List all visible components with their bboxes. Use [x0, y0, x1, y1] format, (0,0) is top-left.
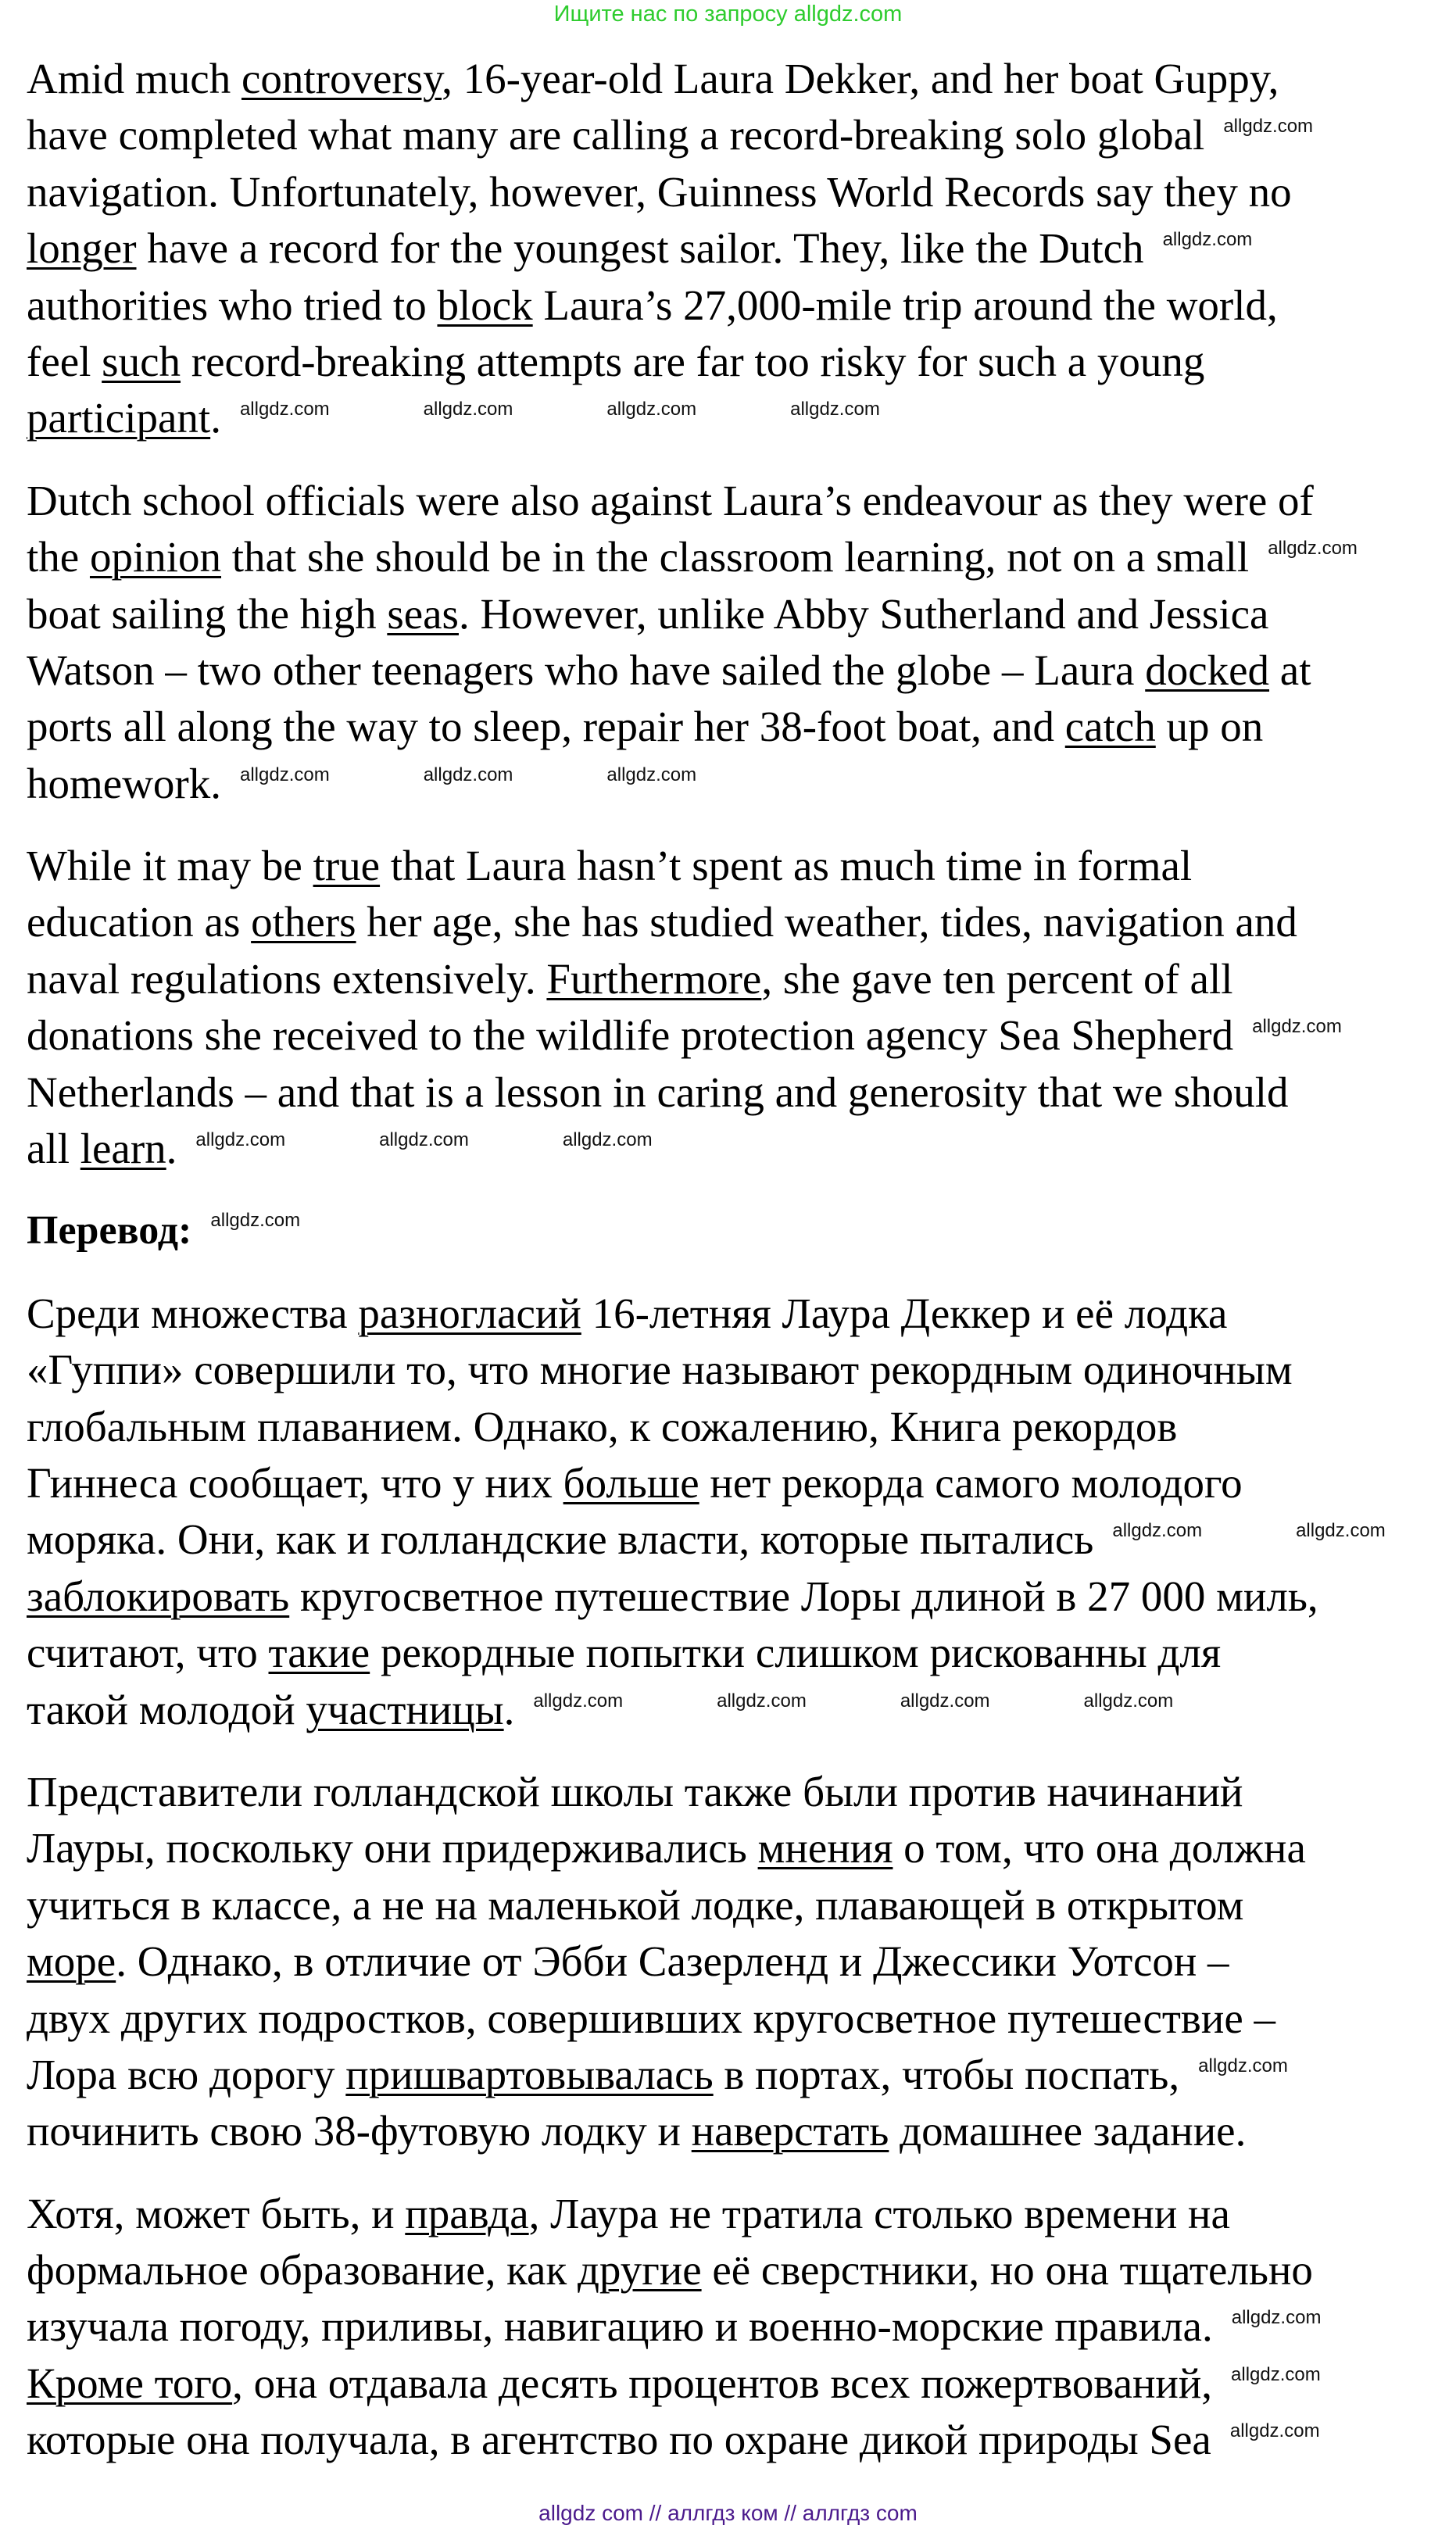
watermark: allgdz.com: [1268, 538, 1358, 560]
paragraph: [27, 1286, 1456, 1738]
text-segment: Amid much: [27, 55, 241, 102]
watermark: allgdz.com: [606, 764, 697, 785]
text-segment: 16-летняя Лаура Деккер и её лодка: [581, 1289, 1228, 1337]
text-segment: её сверстники, но она тщательно: [701, 2246, 1313, 2295]
text-line: [27, 529, 1456, 585]
text-line: [27, 1121, 1456, 1177]
text-line: [27, 2412, 1456, 2468]
watermark: allgdz.com: [900, 1690, 990, 1712]
underlined-word: больше: [563, 1458, 699, 1507]
watermark: allgdz.com: [1162, 229, 1253, 251]
watermark: allgdz.com: [1112, 1520, 1203, 1542]
text-line: [27, 51, 1456, 107]
text-line: [27, 1342, 1456, 1398]
translation-heading-text: Перевод:: [27, 1208, 192, 1254]
text-line: [27, 1455, 1456, 1511]
translation-heading: [27, 1203, 1456, 1259]
underlined-word: seas: [387, 589, 459, 638]
text-line: [27, 2298, 1456, 2355]
underlined-word: пришвартовывалась: [345, 2050, 714, 2098]
text-segment: считают, что: [27, 1629, 269, 1677]
text-segment: кругосветное путешествие Лоры длиной в 27 000 миль,: [289, 1572, 1318, 1620]
watermark: allgdz.com: [1231, 2307, 1322, 2329]
text-segment: Dutch school officials were also against Laura’s endeavour as they were of: [27, 476, 1314, 524]
paragraph: [27, 1764, 1456, 2160]
text-line: [27, 1399, 1456, 1455]
text-line: [27, 2186, 1456, 2242]
text-segment: record-breaking attempts are far too risky for such a young: [181, 337, 1205, 385]
text-segment: которые она получала, в агентство по охране дикой природы Sea: [27, 2416, 1211, 2464]
watermark: allgdz.com: [239, 764, 330, 785]
watermark: allgdz.com: [1231, 2363, 1321, 2385]
underlined-word: заблокировать: [27, 1572, 290, 1620]
text-segment: .: [210, 394, 221, 442]
text-line: [27, 1820, 1456, 1876]
text-segment: , 16-year-old Laura Dekker, and her boat Guppy,: [442, 55, 1279, 102]
text-segment: .: [166, 1125, 177, 1173]
text-segment: have a record for the youngest sailor. They, like the Dutch: [136, 224, 1144, 273]
text-segment: at: [1269, 646, 1311, 694]
text-segment: authorities who tried to: [27, 281, 438, 329]
text-line: [27, 164, 1456, 220]
text-segment: .: [503, 1685, 515, 1733]
text-segment: Watson – two other teenagers who have sailed the globe – Laura: [27, 646, 1146, 694]
underlined-word: opinion: [89, 533, 222, 581]
text-segment: donations she received to the wildlife protection agency Sea Shepherd: [27, 1011, 1234, 1060]
english-text: [27, 51, 1456, 1177]
text-segment: boat sailing the high: [27, 589, 388, 638]
paragraph: [27, 473, 1456, 812]
text-line: [27, 1933, 1456, 1990]
watermark: allgdz.com: [533, 1690, 624, 1712]
underlined-word: longer: [27, 224, 137, 273]
underlined-word: participant: [27, 394, 211, 442]
text-segment: глобальным плаванием. Однако, к сожалению, Книга рекордов: [27, 1402, 1178, 1450]
text-segment: that Laura hasn’t spent as much time in formal: [380, 842, 1193, 890]
underlined-word: море: [27, 1937, 116, 1986]
underlined-word: controversy: [241, 55, 442, 102]
text-line: [27, 838, 1456, 894]
watermark: allgdz.com: [717, 1690, 807, 1712]
text-segment: all: [27, 1125, 80, 1173]
watermark: allgdz.com: [1198, 2055, 1288, 2076]
underlined-word: Furthermore: [546, 954, 762, 1003]
text-segment: починить свою 38-футовую лодку и: [27, 2107, 692, 2155]
text-segment: that she should be in the classroom learning, not on a small: [221, 533, 1250, 581]
text-segment: такой молодой: [27, 1685, 306, 1733]
text-line: [27, 1877, 1456, 1933]
text-segment: homework.: [27, 759, 221, 807]
underlined-word: others: [251, 898, 356, 946]
watermark: allgdz.com: [379, 1129, 469, 1151]
underlined-word: true: [313, 842, 381, 890]
text-line: [27, 107, 1456, 163]
text-segment: Netherlands – and that is a lesson in caring and generosity that we should: [27, 1068, 1289, 1116]
text-segment: Laura’s 27,000-mile trip around the world,: [532, 281, 1278, 329]
text-line: [27, 473, 1456, 529]
watermark: allgdz.com: [1252, 1016, 1342, 1038]
text-line: [27, 1064, 1456, 1121]
text-line: [27, 277, 1456, 334]
text-line: [27, 390, 1456, 446]
text-segment: her age, she has studied weather, tides, navigation and: [356, 898, 1297, 946]
text-segment: формальное образование, как: [27, 2246, 578, 2295]
text-segment: учиться в классе, а не на маленькой лодке, плавающей в открытом: [27, 1880, 1244, 1929]
text-segment: Среди множества: [27, 1289, 359, 1337]
document-body: [27, 51, 1456, 2469]
text-line: [27, 334, 1456, 390]
text-line: [27, 1764, 1456, 1820]
underlined-word: наверстать: [691, 2107, 889, 2155]
text-segment: в портах, чтобы поспать,: [713, 2050, 1180, 2098]
underlined-word: Кроме того: [27, 2359, 233, 2407]
underlined-word: such: [102, 337, 181, 385]
text-line: [27, 220, 1456, 277]
watermark: allgdz.com: [210, 1210, 301, 1232]
watermark: allgdz.com: [606, 399, 697, 420]
text-line: [27, 1682, 1456, 1738]
search-banner: Ищите нас по запросу allgdz.com: [553, 2, 903, 27]
text-segment: . However, unlike Abby Sutherland and Jessica: [458, 589, 1269, 638]
text-line: [27, 2103, 1456, 2159]
text-line: [27, 2242, 1456, 2298]
text-line: [27, 2047, 1456, 2103]
underlined-word: такие: [268, 1629, 370, 1677]
text-line: [27, 1568, 1456, 1625]
text-segment: нет рекорда самого молодого: [699, 1458, 1243, 1507]
text-segment: изучала погоду, приливы, навигацию и военно-морские правила.: [27, 2302, 1213, 2351]
text-line: [27, 756, 1456, 812]
text-line: [27, 894, 1456, 950]
text-segment: the: [27, 533, 90, 581]
text-segment: Гиннеса сообщает, что у них: [27, 1458, 563, 1507]
watermark: allgdz.com: [790, 399, 880, 420]
footer-links: allgdz com // аллгдз ком // аллгдз com: [538, 2501, 918, 2525]
text-segment: While it may be: [27, 842, 313, 890]
watermark: allgdz.com: [423, 399, 513, 420]
text-segment: Представители голландской школы также были против начинаний: [27, 1767, 1243, 1815]
text-segment: ports all along the way to sleep, repair her 38-foot boat, and: [27, 703, 1065, 751]
text-segment: двух других подростков, совершивших кругосветное путешествие –: [27, 1994, 1275, 2042]
underlined-word: learn: [80, 1125, 166, 1173]
text-line: [27, 642, 1456, 699]
text-line: [27, 1991, 1456, 2047]
underlined-word: разногласий: [358, 1289, 581, 1337]
paragraph: [27, 51, 1456, 447]
text-segment: , Лаура не тратила столько времени на: [528, 2189, 1230, 2237]
text-segment: Хотя, может быть, и: [27, 2189, 406, 2237]
text-segment: , она отдавала десять процентов всех пожертвований,: [232, 2359, 1213, 2407]
text-segment: домашнее задание.: [889, 2107, 1247, 2155]
underlined-word: участницы: [306, 1685, 504, 1733]
underlined-word: другие: [577, 2246, 702, 2295]
underlined-word: catch: [1064, 703, 1156, 751]
text-line: [27, 1625, 1456, 1681]
text-line: [27, 1511, 1456, 1568]
text-segment: have completed what many are calling a record-breaking solo global: [27, 111, 1205, 159]
watermark: allgdz.com: [562, 1129, 653, 1151]
text-line: [27, 951, 1456, 1007]
underlined-word: правда: [405, 2189, 529, 2237]
text-segment: . Однако, в отличие от Эбби Сазерленд и Джессики Уотсон –: [116, 1937, 1229, 1986]
watermark: allgdz.com: [239, 399, 330, 420]
text-line: [27, 586, 1456, 642]
watermark: allgdz.com: [1083, 1690, 1174, 1712]
text-segment: моряка. Они, как и голландские власти, которые пытались: [27, 1515, 1094, 1564]
watermark: allgdz.com: [1229, 2420, 1320, 2442]
underlined-word: block: [437, 281, 533, 329]
text-line: [27, 699, 1456, 755]
text-line: [27, 2355, 1456, 2412]
paragraph: [27, 838, 1456, 1177]
underlined-word: мнения: [757, 1824, 893, 1872]
watermark: allgdz.com: [1223, 116, 1314, 138]
watermark: allgdz.com: [1296, 1520, 1386, 1542]
text-segment: Лора всю дорогу: [27, 2050, 346, 2098]
text-segment: education as: [27, 898, 252, 946]
text-segment: , she gave ten percent of all: [761, 954, 1233, 1003]
text-segment: Лауры, поскольку они придерживались: [27, 1824, 758, 1872]
russian-text: [27, 1286, 1456, 2469]
text-segment: up on: [1155, 703, 1264, 751]
text-line: [27, 1007, 1456, 1064]
text-segment: о том, что она должна: [893, 1824, 1306, 1872]
text-segment: navigation. Unfortunately, however, Guinness World Records say they no: [27, 167, 1292, 216]
text-line: [27, 1286, 1456, 1342]
watermark: allgdz.com: [195, 1129, 286, 1151]
paragraph: [27, 2186, 1456, 2469]
underlined-word: docked: [1145, 646, 1270, 694]
watermark: allgdz.com: [423, 764, 513, 785]
text-segment: «Гуппи» совершили то, что многие называют рекордным одиночным: [27, 1346, 1293, 1394]
text-segment: naval regulations extensively.: [27, 954, 547, 1003]
text-segment: рекордные попытки слишком рискованны для: [370, 1629, 1222, 1677]
text-segment: feel: [27, 337, 102, 385]
